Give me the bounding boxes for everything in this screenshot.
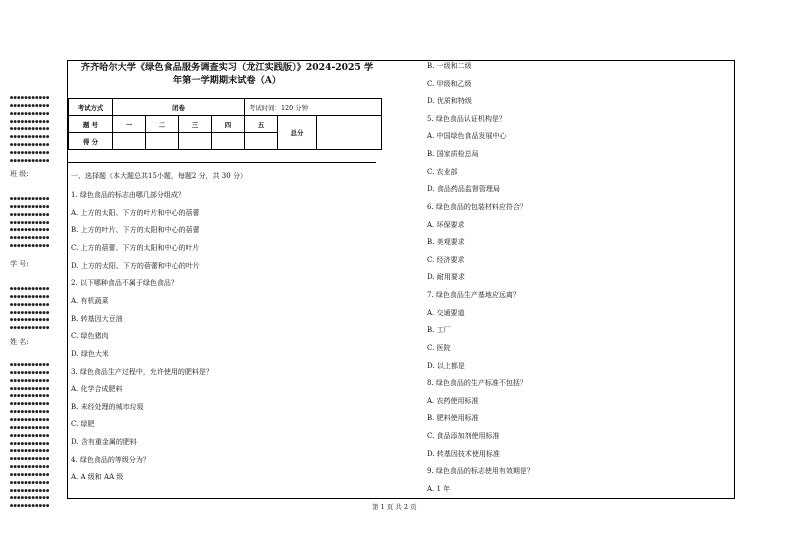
question-stem: 8. 绿色食品的生产标准不包括？ <box>427 379 527 388</box>
binding-dots: ●●●●●●●●●●● <box>10 456 50 463</box>
answer-option: B. 肥料使用标准 <box>427 414 479 423</box>
question-stem: 3. 绿色食品生产过程中，允许使用的肥料是？ <box>71 367 213 376</box>
binding-dots: ●●●●●●●●●●● <box>10 440 50 447</box>
binding-dots: ●●●●●●●●●●● <box>10 471 50 478</box>
binding-dots: ●●●●●●●●●●● <box>10 149 50 156</box>
student-id-label: 学 号: <box>10 260 29 268</box>
binding-dots: ●●●●●●●●●●● <box>10 479 50 486</box>
binding-dots: ●●●●●●●●●●● <box>10 95 50 101</box>
answer-option: B. 上方的叶片、下方的太阳和中心的蓓蕾 <box>71 226 200 235</box>
binding-dots: ●●●●●●●●●●● <box>10 196 50 202</box>
section-header-3: 三 <box>179 116 212 133</box>
score-cell-3[interactable] <box>179 133 212 150</box>
exam-method-value: 闭卷 <box>113 99 245 116</box>
answer-option: D. 食品药品监督管理局 <box>427 185 500 194</box>
binding-dots: ●●●●●●●●●●● <box>10 309 50 316</box>
answer-option: B. 工厂 <box>427 326 451 335</box>
question-stem: 5. 绿色食品认证机构是？ <box>427 114 506 123</box>
binding-dots: ●●●●●●●●●●● <box>10 203 50 210</box>
answer-option: C. 甲级和乙级 <box>427 79 472 88</box>
answer-option: C. 食品添加剂使用标准 <box>427 432 500 441</box>
answer-option: B. 国家质检总局 <box>427 150 479 159</box>
answer-option: D. 上方的太阳、下方的蓓蕾和中心的叶片 <box>71 261 200 270</box>
answer-option: A. 有机蔬菜 <box>71 296 109 305</box>
score-cell-5[interactable] <box>245 133 278 150</box>
answer-option: D. 绿色大米 <box>71 349 109 358</box>
binding-dots: ●●●●●●●●●●● <box>10 487 50 494</box>
binding-dots: ●●●●●●●●●●● <box>10 448 50 455</box>
answer-option: A. 1 年 <box>427 484 451 493</box>
binding-dots: ●●●●●●●●●●● <box>10 293 50 300</box>
binding-dots: ●●●●●●●●●●● <box>10 301 50 308</box>
section-header-1: 一 <box>113 116 146 133</box>
binding-dots: ●●●●●●●●●●● <box>10 102 50 109</box>
binding-dots: ●●●●●●●●●●● <box>10 385 50 392</box>
question-stem: 7. 绿色食品生产基地应远离？ <box>427 291 520 300</box>
binding-dots: ●●●●●●●●●●● <box>10 377 50 384</box>
answer-option: D. 耐用要求 <box>427 273 465 282</box>
answer-option: C. 上方的蓓蕾、下方的太阳和中心的叶片 <box>71 243 200 252</box>
binding-dots: ●●●●●●●●●●● <box>10 464 50 471</box>
binding-dots: ●●●●●●●●●●● <box>10 110 50 117</box>
question-stem: 9. 绿色食品的标志使用有效期是？ <box>427 467 534 476</box>
answer-option: D. 含有重金属的肥料 <box>71 438 137 447</box>
binding-dots: ●●●●●●●●●●● <box>10 409 50 416</box>
score-cell-2[interactable] <box>146 133 179 150</box>
binding-dots: ●●●●●●●●●●● <box>10 118 50 125</box>
binding-dots: ●●●●●●●●●●● <box>10 495 50 502</box>
divider <box>68 162 376 163</box>
answer-option: B. 转基因大豆油 <box>71 314 123 323</box>
section-header-2: 二 <box>146 116 179 133</box>
score-label: 得 分 <box>69 133 113 150</box>
answer-option: A. 农药使用标准 <box>427 396 479 405</box>
binding-dots: ●●●●●●●●●●● <box>10 134 50 141</box>
binding-dots: ●●●●●●●●●●● <box>10 503 50 510</box>
total-score-cell[interactable] <box>317 116 382 150</box>
name-label: 姓 名: <box>10 338 29 346</box>
binding-dots: ●●●●●●●●●●● <box>10 325 50 332</box>
binding-dots: ●●●●●●●●●●● <box>10 416 50 423</box>
answer-option: B. 未经处理的城市垃圾 <box>71 402 144 411</box>
binding-dots: ●●●●●●●●●●● <box>10 424 50 431</box>
question-stem: 2. 以下哪种食品不属于绿色食品？ <box>71 279 178 288</box>
question-no-label: 题 号 <box>69 116 113 133</box>
answer-option: A. 化学合成肥料 <box>71 385 123 394</box>
exam-title <box>71 61 383 87</box>
answer-option: D. 转基因技术使用标准 <box>427 449 500 458</box>
answer-option: A. 中国绿色食品发展中心 <box>427 132 507 141</box>
binding-dots: ●●●●●●●●●●● <box>10 157 50 164</box>
score-cell-1[interactable] <box>113 133 146 150</box>
answer-option: C. 绿肥 <box>71 420 95 429</box>
answer-option: A. A 级和 AA 级 <box>71 473 124 482</box>
binding-dots: ●●●●●●●●●●● <box>10 227 50 234</box>
exam-title-line2: 年第一学期期末试卷（A） <box>172 75 282 86</box>
binding-dots: ●●●●●●●●●●● <box>10 432 50 439</box>
binding-dots: ●●●●●●●●●●● <box>10 286 50 292</box>
section-heading: 一、选择题（本大题总共15小题，每题2 分，共 30 分） <box>71 172 247 180</box>
answer-option: D. 优质和特级 <box>427 97 472 106</box>
question-stem: 6. 绿色食品的包装材料应符合？ <box>427 202 527 211</box>
binding-dots: ●●●●●●●●●●● <box>10 362 50 368</box>
class-label: 班 级: <box>10 170 29 178</box>
score-cell-4[interactable] <box>212 133 245 150</box>
answer-option: C. 农业部 <box>427 167 458 176</box>
question-stem: 1. 绿色食品的标志由哪几部分组成？ <box>71 191 185 199</box>
exam-title-line1: 齐齐哈尔大学《绿色食品服务调查实习（龙江实践版）》2024-2025 学 <box>80 62 374 73</box>
binding-dots: ●●●●●●●●●●● <box>10 219 50 226</box>
answer-option: B. 一级和二级 <box>427 62 472 70</box>
answer-option: C. 绿色猪肉 <box>71 332 109 341</box>
binding-dots: ●●●●●●●●●●● <box>10 393 50 400</box>
section-header-5: 五 <box>245 116 278 133</box>
binding-dots: ●●●●●●●●●●● <box>10 401 50 408</box>
page-footer: 第 1 页 共 2 页 <box>372 503 417 511</box>
exam-time: 考试时间：120 分钟 <box>245 99 382 116</box>
answer-option: D. 以上都是 <box>427 361 465 370</box>
binding-dots: ●●●●●●●●●●● <box>10 142 50 149</box>
question-stem: 4. 绿色食品的等级分为？ <box>71 455 150 464</box>
binding-dots: ●●●●●●●●●●● <box>10 235 50 242</box>
answer-option: A. 交通要道 <box>427 308 465 317</box>
total-label: 总分 <box>278 116 317 150</box>
binding-dots: ●●●●●●●●●●● <box>10 211 50 218</box>
score-table <box>68 98 382 150</box>
exam-method-label: 考试方式 <box>69 99 113 116</box>
answer-option: A. 环保要求 <box>427 220 465 229</box>
answer-option: A. 上方的太阳、下方的叶片和中心的蓓蕾 <box>71 208 200 217</box>
answer-option: C. 经济要求 <box>427 255 465 264</box>
binding-dots: ●●●●●●●●●●● <box>10 369 50 376</box>
binding-dots: ●●●●●●●●●●● <box>10 126 50 133</box>
answer-option: C. 医院 <box>427 343 451 352</box>
section-header-4: 四 <box>212 116 245 133</box>
binding-dots: ●●●●●●●●●●● <box>10 317 50 324</box>
answer-option: B. 美观要求 <box>427 238 465 247</box>
binding-dots: ●●●●●●●●●●● <box>10 243 50 250</box>
